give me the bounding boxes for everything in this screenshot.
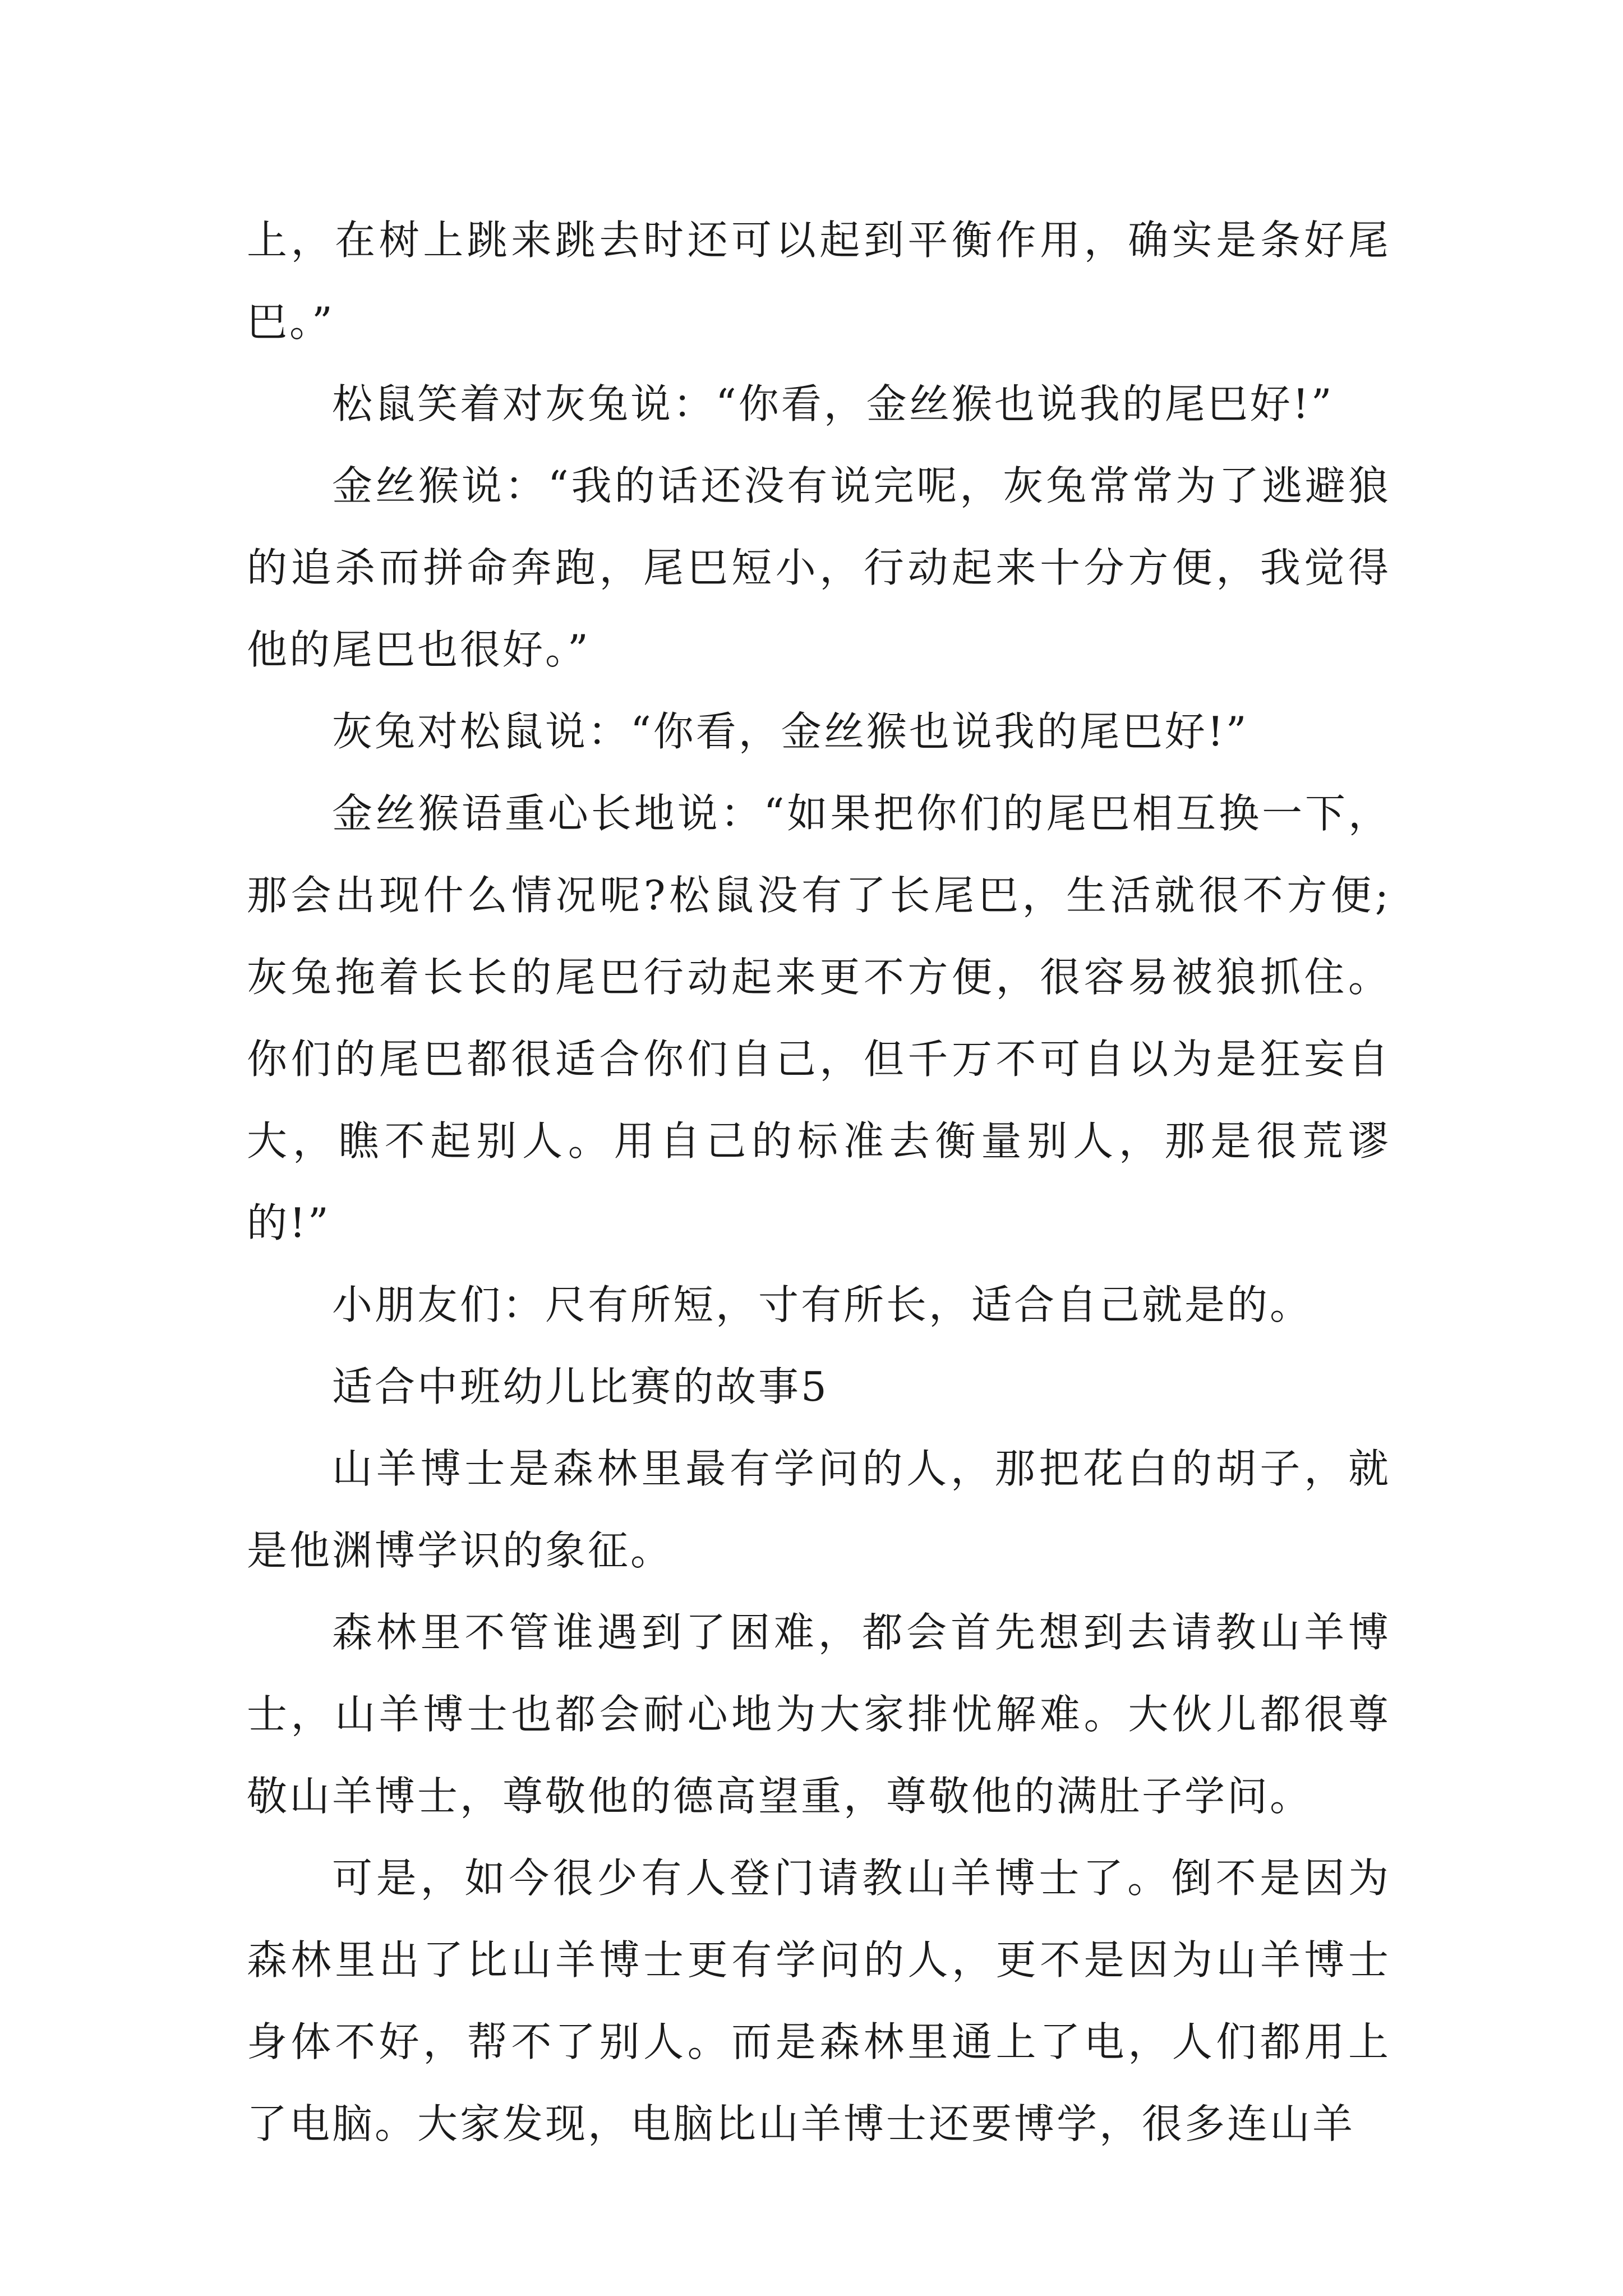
- paragraph-5: 金丝猴语重心长地说：“如果把你们的尾巴相互换一下，那会出现什么情况呢?松鼠没有了长尾巴，生活就很不方便;灰兔拖着长长的尾巴行动起来更不方便，很容易被狼抓住。你们的尾巴都很适合你们自己，但千万不可自以为是狂妄自大，瞧不起别人。用自己的标准去衡量别人，那是很荒谬的!”: [247, 790, 1391, 1246]
- document-body: [247, 199, 1391, 2165]
- paragraph-3: 金丝猴说：“我的话还没有说完呢，灰兔常常为了逃避狼的追杀而拼命奔跑，尾巴短小，行动起来十分方便，我觉得他的尾巴也很好。”: [247, 462, 1391, 673]
- section-heading: 适合中班幼儿比赛的故事5: [332, 1363, 829, 1410]
- paragraph-8: 山羊博士是森林里最有学问的人，那把花白的胡子，就是他渊博学识的象征。: [247, 1445, 1391, 1574]
- paragraph-2: 松鼠笑着对灰兔说：“你看，金丝猴也说我的尾巴好!”: [332, 380, 1334, 427]
- paragraph-4: 灰兔对松鼠说：“你看，金丝猴也说我的尾巴好!”: [332, 708, 1249, 755]
- paragraph-10: 可是，如今很少有人登门请教山羊博士了。倒不是因为森林里出了比山羊博士更有学问的人，更不是因为山羊博士身体不好，帮不了别人。而是森林里通上了电，人们都用上了电脑。大家发现，电脑比山羊博士还要博学，很多连山羊: [247, 1855, 1391, 2147]
- paragraph-6: 小朋友们：尺有所短，寸有所长，适合自己就是的。: [332, 1281, 1313, 1328]
- paragraph-1: 上，在树上跳来跳去时还可以起到平衡作用，确实是条好尾巴。”: [247, 217, 1391, 346]
- paragraph-9: 森林里不管谁遇到了困难，都会首先想到去请教山羊博士，山羊博士也都会耐心地为大家排忧解难。大伙儿都很尊敬山羊博士，尊敬他的德高望重，尊敬他的满肚子学问。: [247, 1609, 1391, 1820]
